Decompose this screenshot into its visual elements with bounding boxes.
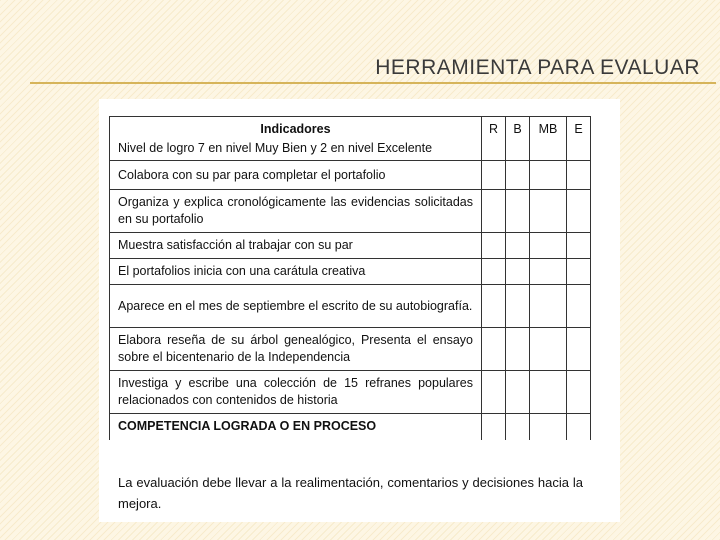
evaluation-rubric-table (109, 116, 591, 440)
table-row (110, 285, 591, 328)
score-cell (506, 233, 530, 259)
score-cell (506, 328, 530, 371)
score-cell (506, 161, 530, 190)
score-cell (530, 414, 567, 440)
score-cell (567, 233, 591, 259)
score-cell (567, 259, 591, 285)
indicator-text: Investiga y escribe una colección de 15 refranes populares relacionados con contenidos de historia (110, 371, 482, 414)
indicators-header-cell (110, 117, 482, 161)
indicator-text: Organiza y explica cronológicamente las evidencias solicitadas en su portafolio (110, 190, 482, 233)
score-cell (567, 414, 591, 440)
evaluation-panel (99, 99, 620, 522)
score-cell (506, 371, 530, 414)
score-cell (482, 371, 506, 414)
score-cell (506, 414, 530, 440)
table-row (110, 233, 591, 259)
score-cell (506, 259, 530, 285)
score-cell (482, 190, 506, 233)
table-header-row (110, 117, 591, 161)
achievement-level-text: Nivel de logro 7 en nivel Muy Bien y 2 en nivel Excelente (118, 140, 433, 155)
table-row (110, 328, 591, 371)
level-header-e: E (567, 117, 591, 161)
score-cell (567, 161, 591, 190)
score-cell (482, 259, 506, 285)
score-cell (482, 328, 506, 371)
indicator-text: Muestra satisfacción al trabajar con su par (110, 233, 482, 259)
score-cell (482, 414, 506, 440)
score-cell (506, 190, 530, 233)
table-row (110, 259, 591, 285)
indicator-text: Colabora con su par para completar el portafolio (110, 161, 482, 190)
score-cell (567, 328, 591, 371)
score-cell (482, 233, 506, 259)
level-header-b: B (506, 117, 530, 161)
score-cell (530, 161, 567, 190)
competency-status-label: COMPETENCIA LOGRADA O EN PROCESO (110, 414, 482, 440)
table-row (110, 161, 591, 190)
level-header-r: R (482, 117, 506, 161)
score-cell (482, 161, 506, 190)
indicator-text: Aparece en el mes de septiembre el escrito de su autobiografía. (110, 285, 482, 328)
score-cell (530, 285, 567, 328)
table-row (110, 414, 591, 440)
title-underline (30, 82, 716, 84)
score-cell (530, 233, 567, 259)
level-header-mb: MB (530, 117, 567, 161)
score-cell (567, 371, 591, 414)
table-row (110, 190, 591, 233)
feedback-note: La evaluación debe llevar a la realimentación, comentarios y decisiones hacia la mejora. (118, 475, 583, 511)
table-row (110, 371, 591, 414)
indicators-label: Indicadores (260, 121, 331, 136)
slide-title: HERRAMIENTA PARA EVALUAR (375, 56, 700, 79)
score-cell (567, 190, 591, 233)
score-cell (482, 285, 506, 328)
score-cell (530, 259, 567, 285)
score-cell (530, 328, 567, 371)
score-cell (530, 190, 567, 233)
score-cell (506, 285, 530, 328)
score-cell (567, 285, 591, 328)
indicator-text: El portafolios inicia con una carátula creativa (110, 259, 482, 285)
score-cell (530, 371, 567, 414)
indicator-text: Elabora reseña de su árbol genealógico, Presenta el ensayo sobre el bicentenario de la Independencia (110, 328, 482, 371)
